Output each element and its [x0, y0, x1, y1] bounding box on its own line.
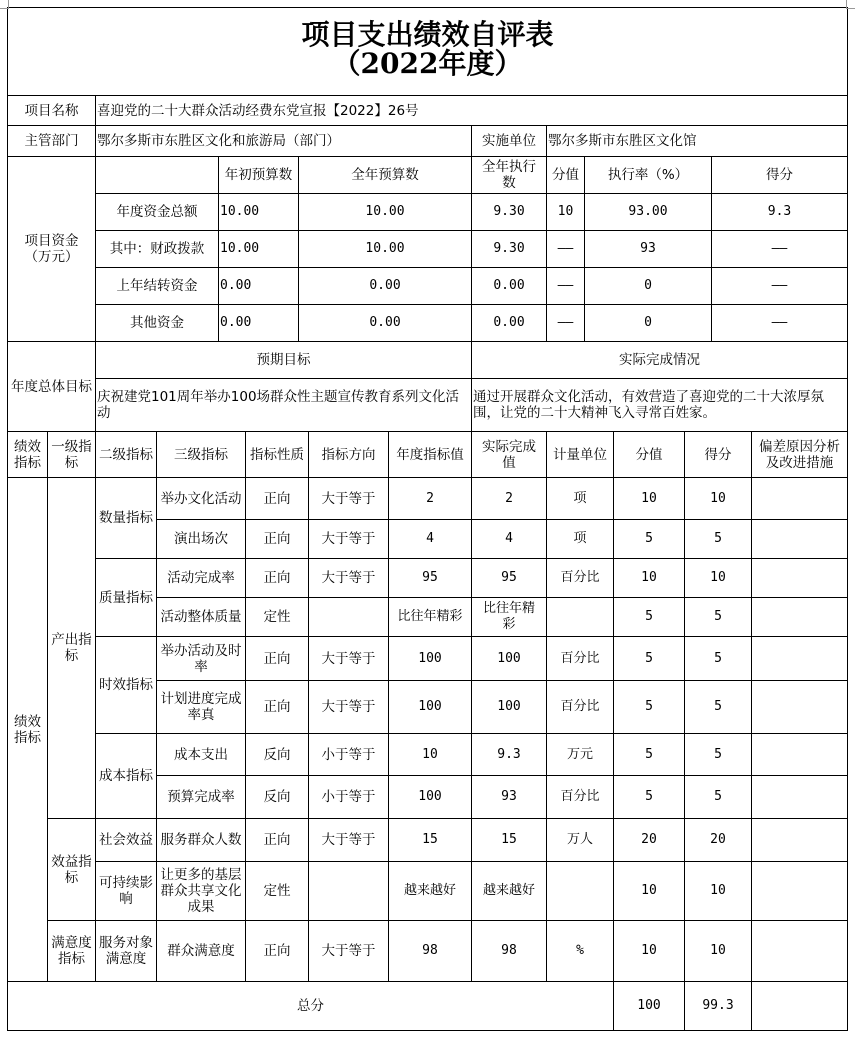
indicator-cell: 5 [645, 699, 653, 714]
indicator-cell: 5 [714, 699, 722, 714]
indicator-cell: 正向 [263, 943, 291, 959]
funds-cell: 93.00 [628, 204, 668, 219]
funds-cell: 0 [644, 278, 652, 293]
indicator-cell [752, 862, 847, 920]
indicator-header: 计量单位 [553, 446, 607, 463]
indicator-cell [752, 559, 847, 597]
indicator-cell: 93 [501, 789, 517, 804]
indicator-cell: 5 [714, 609, 722, 624]
funds-cell: 9.3 [767, 204, 792, 219]
level2-indicator: 质量指标 [99, 589, 153, 606]
actual-completion-header: 实际完成情况 [619, 352, 700, 368]
level3-indicator: 活动整体质量 [160, 609, 242, 625]
implementing-unit-value: 鄂尔多斯市东胜区文化馆 [548, 133, 697, 149]
funds-row-label: 上年结转资金 [116, 278, 198, 294]
indicator-cell: 95 [501, 570, 517, 585]
indicator-cell: 大于等于 [321, 531, 376, 547]
indicator-cell: 10 [710, 570, 726, 585]
indicator-cell: 大于等于 [321, 943, 376, 959]
funds-cell: 0 [644, 315, 652, 330]
indicator-header: 指标性质 [250, 446, 304, 463]
level3-indicator: 成本支出 [174, 746, 228, 763]
indicator-cell: 百分比 [560, 699, 600, 714]
funds-row-label: 年度资金总额 [116, 204, 198, 220]
indicator-cell: 4 [426, 531, 434, 546]
indicator-cell [309, 598, 388, 636]
level3-indicator: 预算完成率 [167, 789, 235, 805]
indicator-cell: 越来越好 [482, 883, 535, 898]
indicator-header: 三级指标 [174, 446, 228, 463]
funds-cell: —— [557, 315, 574, 330]
indicator-cell [752, 734, 847, 775]
indicator-cell: 百分比 [560, 570, 600, 585]
indicator-cell [752, 921, 847, 981]
funds-header: 得分 [766, 167, 793, 183]
indicator-cell: 比往年精彩 [397, 609, 463, 624]
level3-indicator: 演出场次 [174, 531, 228, 547]
total-score-value: 100 [637, 998, 661, 1013]
funds-cell: 0.00 [493, 315, 525, 330]
indicator-cell: 10 [641, 490, 657, 506]
level3-indicator: 举办活动及时 率 [160, 642, 242, 675]
expected-goal-text: 庆祝建党101周年举办100场群众性主题宣传教育系列文化活动 [97, 389, 460, 421]
annual-goal-label: 年度总体目标 [11, 378, 92, 395]
indicator-cell [752, 520, 847, 558]
indicator-cell: 15 [422, 832, 438, 847]
level3-indicator: 让更多的基层 群众共享文化 成果 [160, 867, 242, 915]
funds-cell: 0.00 [493, 278, 525, 293]
funds-cell: 10 [557, 204, 574, 219]
indicator-header: 得分 [704, 446, 732, 463]
indicator-cell [309, 862, 388, 920]
indicator-cell: 98 [501, 943, 517, 958]
indicator-cell [752, 819, 847, 861]
funds-cell: —— [771, 315, 788, 330]
indicator-cell [752, 637, 847, 680]
level1-satisfaction: 满意度 指标 [51, 935, 92, 967]
funds-cell: 0.00 [369, 315, 401, 330]
indicator-cell: 大于等于 [321, 570, 376, 586]
actual-completion-text: 通过开展群众文化活动，有效营造了喜迎党的二十大浓厚氛围，让党的二十大精神飞入寻常百姓家。 [473, 389, 824, 421]
indicator-cell [752, 478, 847, 519]
indicator-cell [547, 598, 613, 636]
indicator-cell: 95 [422, 570, 438, 585]
expected-goal-header: 预期目标 [256, 352, 311, 368]
indicator-cell: 反向 [263, 746, 291, 763]
indicator-header: 分值 [635, 446, 663, 463]
indicator-header: 偏差原因分析 及改进措施 [759, 438, 840, 471]
indicator-cell: 5 [645, 650, 653, 666]
competent-dept-value: 鄂尔多斯市东胜区文化和旅游局（部门） [97, 133, 340, 149]
indicator-cell: 100 [418, 789, 442, 804]
level3-indicator: 活动完成率 [167, 570, 235, 586]
indicator-cell: 正向 [263, 650, 291, 667]
level3-indicator: 举办文化活动 [160, 490, 242, 507]
table-subtitle: （2022年度） [332, 47, 523, 80]
indicator-cell: 正向 [263, 570, 291, 586]
indicator-cell: 98 [422, 943, 438, 958]
level2-indicator: 社会效益 [99, 832, 153, 848]
funds-cell: 0.00 [220, 278, 252, 293]
project-name-label: 项目名称 [24, 102, 79, 119]
indicator-cell: 10 [710, 883, 726, 898]
indicator-cell: 越来越好 [403, 883, 456, 898]
indicator-cell: 小于等于 [321, 746, 376, 763]
indicator-cell: 5 [645, 746, 653, 762]
funds-cell: 10.00 [220, 204, 260, 219]
level3-indicator: 群众满意度 [167, 943, 235, 959]
funds-header: 年初预算数 [224, 167, 293, 183]
indicator-cell: 9.3 [497, 746, 521, 762]
indicator-cell: 5 [645, 609, 653, 624]
indicator-cell: 100 [418, 650, 442, 666]
funds-cell: —— [771, 241, 788, 256]
level2-indicator: 可持续影 响 [99, 875, 153, 907]
indicator-cell: 正向 [263, 699, 291, 715]
funds-cell: 10.00 [220, 241, 260, 256]
indicator-cell: 正向 [263, 490, 291, 507]
indicator-cell: 比往年精 彩 [482, 601, 535, 632]
total-score-label: 总分 [297, 998, 324, 1014]
indicator-header: 绩效 指标 [14, 438, 41, 471]
indicator-cell: 万人 [566, 832, 593, 847]
total-score: 99.3 [702, 998, 734, 1013]
indicator-cell: 10 [641, 570, 657, 585]
indicator-cell: 2 [505, 490, 513, 506]
indicator-cell: 10 [422, 746, 438, 762]
funds-row-label: 其中：财政拨款 [109, 241, 205, 257]
indicator-header: 年度指标值 [396, 446, 464, 463]
indicator-cell: 大于等于 [321, 650, 376, 667]
indicator-cell: 100 [497, 650, 521, 666]
funds-header: 全年执行 数 [482, 159, 536, 191]
indicator-cell: 大于等于 [321, 832, 376, 848]
project-funds-label: 项目资金 （万元） [24, 233, 79, 265]
indicator-cell: 100 [418, 699, 442, 714]
indicator-cell: 5 [645, 789, 653, 804]
funds-cell: —— [557, 241, 574, 256]
indicator-cell: 10 [641, 943, 657, 958]
funds-cell: 10.00 [365, 204, 405, 219]
indicator-cell: 20 [710, 832, 726, 847]
indicator-cell: 反向 [263, 789, 291, 805]
indicator-cell: 5 [714, 650, 722, 666]
level3-indicator: 服务群众人数 [160, 832, 242, 848]
level1-output: 产出指 标 [51, 632, 92, 664]
indicator-cell: 项 [573, 531, 587, 546]
indicator-cell: 5 [645, 531, 653, 546]
indicator-cell: 大于等于 [321, 699, 376, 715]
funds-cell: —— [771, 278, 788, 293]
level2-indicator: 成本指标 [99, 768, 153, 784]
page-corner-mark-right [846, 0, 855, 9]
indicator-cell: 5 [714, 746, 722, 762]
level2-indicator: 服务对象 满意度 [99, 935, 153, 967]
funds-cell: 0.00 [220, 315, 252, 330]
indicator-cell: 百分比 [560, 650, 600, 666]
indicator-cell: 10 [710, 490, 726, 506]
indicator-cell [752, 681, 847, 733]
funds-cell: 9.30 [493, 241, 525, 256]
level3-indicator: 计划进度完成 率真 [160, 691, 242, 723]
funds-header: 分值 [552, 167, 579, 183]
indicator-cell: 项 [573, 490, 587, 506]
indicator-header: 二级指标 [99, 446, 153, 463]
indicator-cell: 定性 [263, 609, 291, 625]
indicator-cell: 10 [641, 883, 657, 898]
indicator-cell: 小于等于 [321, 789, 376, 805]
indicator-cell: 正向 [263, 832, 291, 848]
total-remark [752, 982, 847, 1030]
indicator-cell: 5 [714, 789, 722, 804]
indicator-cell [752, 598, 847, 636]
funds-cell: 9.30 [493, 204, 525, 219]
indicator-cell: 定性 [263, 883, 291, 899]
indicator-cell: 2 [426, 490, 434, 506]
indicator-cell: 4 [505, 531, 513, 546]
funds-row-label: 其他资金 [130, 315, 184, 331]
funds-cell: 93 [640, 241, 656, 256]
indicator-cell: 10 [710, 943, 726, 958]
indicator-cell: 20 [641, 832, 657, 847]
indicator-cell: 5 [714, 531, 722, 546]
indicator-cell [752, 776, 847, 818]
level2-indicator: 数量指标 [99, 510, 153, 526]
indicator-cell: 万元 [566, 746, 593, 762]
level1-benefit: 效益指 标 [51, 853, 92, 886]
table-title: 项目支出绩效自评表 [301, 18, 554, 51]
project-name-value: 喜迎党的二十大群众活动经费东党宣报【2022】26号 [97, 102, 419, 119]
indicator-cell: 大于等于 [321, 490, 376, 507]
funds-cell: 10.00 [365, 241, 405, 256]
implementing-unit-label: 实施单位 [482, 133, 536, 149]
indicator-header: 实际完成 值 [482, 438, 536, 471]
indicator-cell: 百分比 [560, 789, 600, 804]
funds-cell: 0.00 [369, 278, 401, 293]
level2-indicator: 时效指标 [99, 677, 153, 693]
indicator-cell: 15 [501, 832, 517, 847]
performance-indicator-label: 绩效 指标 [14, 713, 41, 746]
competent-dept-label: 主管部门 [24, 133, 79, 149]
indicator-header: 一级指 标 [51, 438, 92, 471]
funds-cell: —— [557, 278, 574, 293]
funds-header: 执行率（%） [607, 167, 689, 183]
indicator-header: 指标方向 [321, 446, 376, 463]
indicator-cell: 正向 [263, 531, 291, 547]
indicator-cell [547, 862, 613, 920]
indicator-cell: % [576, 943, 584, 958]
page-corner-mark-left [0, 0, 9, 9]
indicator-cell: 100 [497, 699, 521, 714]
funds-header: 全年预算数 [351, 167, 419, 183]
